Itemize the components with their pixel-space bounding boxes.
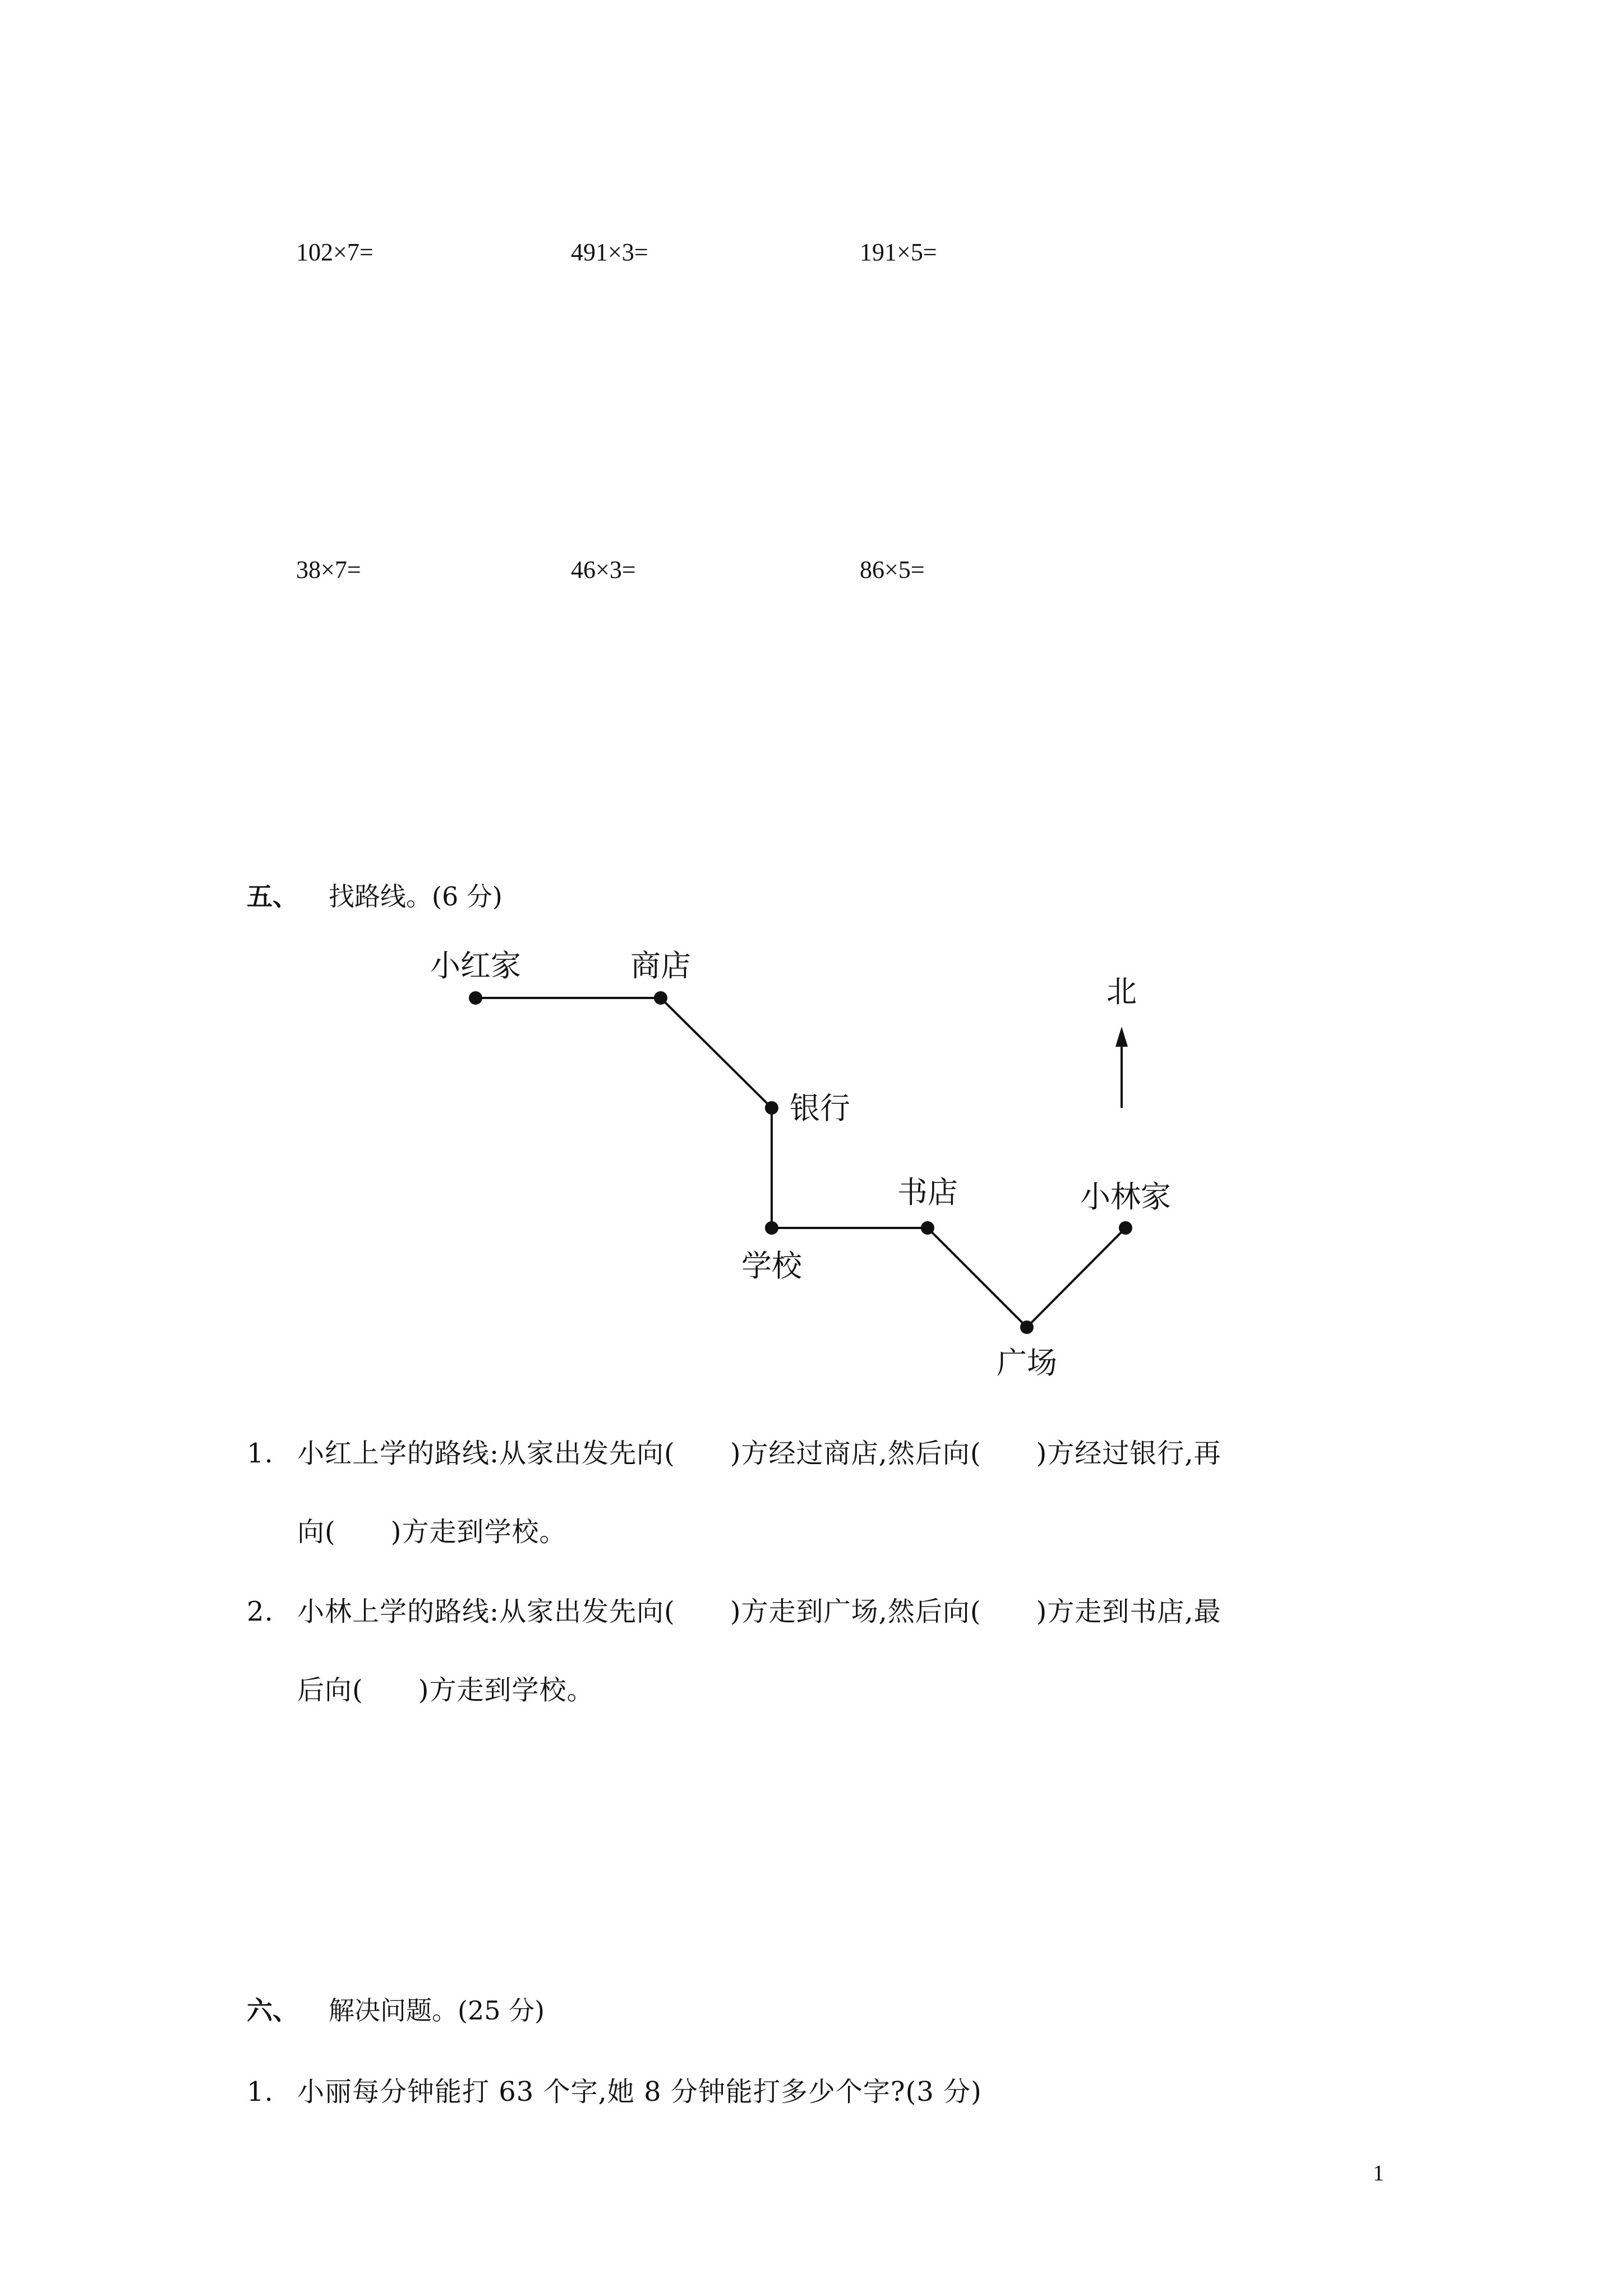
label-shop: 商店 bbox=[630, 948, 691, 983]
north-label: 北 bbox=[1106, 974, 1137, 1009]
question-index: 1. bbox=[247, 1438, 274, 1469]
question-index: 2. bbox=[247, 1596, 274, 1627]
section-number: 六、 bbox=[247, 1995, 298, 2026]
label-xiaolin-home: 小林家 bbox=[1080, 1179, 1171, 1214]
calc-item: 46×3= bbox=[571, 556, 636, 583]
label-xiaohong-home: 小红家 bbox=[430, 948, 521, 983]
calc-item: 38×7= bbox=[296, 556, 361, 583]
calc-item: 191×5= bbox=[860, 238, 937, 266]
section-title: 找路线。(6 分) bbox=[329, 881, 502, 912]
problem-line bbox=[247, 2070, 982, 2109]
north-arrow-icon bbox=[1115, 1027, 1128, 1047]
question-text: 小红上学的路线:从家出发先向( )方经过商店,然后向( )方经过银行,再 bbox=[297, 1438, 1221, 1469]
question-line bbox=[247, 1590, 1221, 1628]
point-school bbox=[765, 1221, 778, 1235]
section-title: 解决问题。(25 分) bbox=[329, 1995, 545, 2026]
calc-item: 491×3= bbox=[571, 238, 648, 266]
point-xiaolin-home bbox=[1119, 1221, 1132, 1235]
label-bank: 银行 bbox=[790, 1091, 850, 1126]
section-6-heading bbox=[247, 1990, 545, 2027]
point-shop bbox=[654, 991, 667, 1005]
route-segment bbox=[1027, 1228, 1126, 1327]
point-xiaohong-home bbox=[469, 991, 482, 1005]
page-number: 1 bbox=[1373, 2160, 1384, 2185]
route-segment bbox=[661, 998, 772, 1108]
point-square bbox=[1020, 1320, 1034, 1334]
point-bank bbox=[765, 1101, 778, 1115]
question-text: 小丽每分钟能打 63 个字,她 8 分钟能打多少个字?(3 分) bbox=[297, 2076, 982, 2108]
label-bookstore: 书店 bbox=[897, 1175, 958, 1210]
calc-item: 86×5= bbox=[860, 556, 925, 583]
calc-item: 102×7= bbox=[296, 238, 374, 266]
label-school: 学校 bbox=[741, 1248, 802, 1283]
point-bookstore bbox=[921, 1221, 934, 1235]
section-number: 五、 bbox=[247, 881, 298, 912]
question-line-continued: 后向( )方走到学校。 bbox=[297, 1674, 594, 1706]
route-segment bbox=[928, 1228, 1027, 1327]
question-text: 小林上学的路线:从家出发先向( )方走到广场,然后向( )方走到书店,最 bbox=[297, 1596, 1221, 1627]
label-square: 广场 bbox=[997, 1345, 1057, 1381]
question-line-continued: 向( )方走到学校。 bbox=[297, 1516, 567, 1548]
question-line bbox=[247, 1432, 1221, 1470]
question-index: 1. bbox=[247, 2076, 274, 2108]
